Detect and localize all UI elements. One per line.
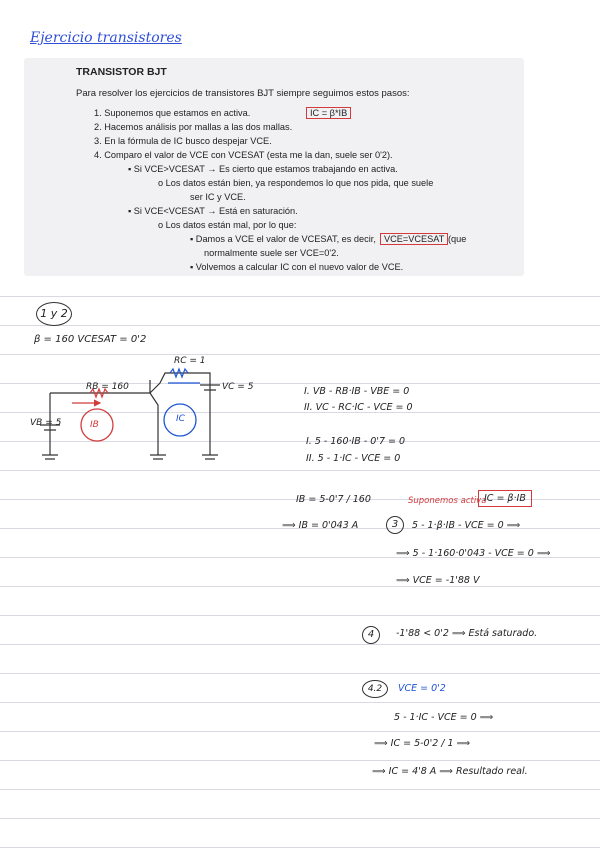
ic-label: IC — [176, 414, 185, 424]
bullet-damos-cont: (que — [448, 234, 467, 244]
step-4-label: 4 — [362, 626, 380, 644]
rule-line — [0, 673, 600, 674]
suponemos-activa: Suponemos activa — [408, 496, 487, 506]
bullet-volvemos: ▪ Volvemos a calcular IC con el nuevo valor de VCE. — [190, 262, 404, 272]
bullet-damos: ▪ Damos a VCE el valor de VCESAT, es decir, — [190, 234, 376, 244]
step-42-eq-1: 5 - 1·IC - VCE = 0 ⟹ — [394, 712, 494, 723]
vce-formula: VCE=VCESAT — [380, 233, 448, 245]
ib-value: ⟹ IB = 0'043 A — [282, 520, 359, 531]
bullet-activa-sub: o Los datos están bien, ya respondemos lo que nos pida, que suele — [158, 178, 434, 188]
step-42-result: ⟹ IC = 4'8 A ⟹ Resultado real. — [372, 766, 528, 777]
bullet-saturacion-sub: o Los datos están mal, por lo que: — [158, 220, 297, 230]
rule-line — [0, 702, 600, 703]
bullet-saturacion: ▪ Si VCE<VCESAT → Está en saturación. — [128, 206, 298, 216]
eq-sub-2: II. 5 - 1·IC - VCE = 0 — [306, 453, 401, 464]
rule-line — [0, 644, 600, 645]
ib-label: IB — [90, 420, 99, 430]
step-4: 4. Comparo el valor de VCE con VCESAT (esta me la dan, suele ser 0'2). — [94, 150, 393, 160]
ic-formula-box: IC = β·IB — [478, 490, 532, 507]
rule-line — [0, 325, 600, 326]
bullet-damos-2: normalmente suele ser VCE=0'2. — [204, 248, 339, 258]
exercise-label: 1 y 2 — [36, 302, 72, 326]
rule-line — [0, 818, 600, 819]
step-3-label: 3 — [386, 516, 404, 534]
ib-equation: IB = 5-0'7 / 160 — [296, 494, 371, 505]
step-42-label: 4.2 — [362, 680, 388, 698]
step-42-eq-2: ⟹ IC = 5-0'2 / 1 ⟹ — [374, 738, 471, 749]
step-1: 1. Suponemos que estamos en activa. — [94, 108, 251, 118]
step-4-eq: -1'88 < 0'2 ⟹ Está saturado. — [396, 628, 538, 639]
step-3-eq-2: ⟹ 5 - 1·160·0'043 - VCE = 0 ⟹ — [396, 548, 551, 559]
box-intro: Para resolver los ejercicios de transistores BJT siempre seguimos estos pasos: — [76, 88, 410, 99]
rc-label: RC = 1 — [174, 356, 206, 366]
circuit-diagram — [30, 355, 270, 470]
bullet-activa-sub-2: ser IC y VCE. — [190, 192, 246, 202]
vc-label: VC = 5 — [222, 382, 254, 392]
rb-label: RB = 160 — [86, 382, 129, 392]
rule-line — [0, 470, 600, 471]
box-heading: TRANSISTOR BJT — [76, 66, 167, 78]
step-3: 3. En la fórmula de IC busco despejar VCE. — [94, 136, 272, 146]
eq-mesh-1: I. VB - RB·IB - VBE = 0 — [304, 386, 410, 397]
rule-line — [0, 586, 600, 587]
rule-line — [0, 789, 600, 790]
eq-mesh-2: II. VC - RC·IC - VCE = 0 — [304, 402, 413, 413]
step-1-formula: IC = β*IB — [306, 107, 351, 119]
rule-line — [0, 615, 600, 616]
page-title: Ejercicio transistores — [30, 30, 182, 46]
bullet-activa: ▪ Si VCE>VCESAT → Es cierto que estamos trabajando en activa. — [128, 164, 398, 174]
vb-label: VB = 5 — [30, 418, 62, 428]
params: β = 160 VCESAT = 0'2 — [34, 334, 147, 345]
theory-box — [24, 58, 524, 276]
step-3-result: ⟹ VCE = -1'88 V — [396, 575, 480, 586]
rule-line — [0, 296, 600, 297]
step-3-eq-1: 5 - 1·β·IB - VCE = 0 ⟹ — [412, 520, 521, 531]
step-42-vce: VCE = 0'2 — [398, 683, 446, 694]
rule-line — [0, 731, 600, 732]
rule-line — [0, 760, 600, 761]
eq-sub-1: I. 5 - 160·IB - 0'7 = 0 — [306, 436, 406, 447]
step-2: 2. Hacemos análisis por mallas a las dos mallas. — [94, 122, 293, 132]
